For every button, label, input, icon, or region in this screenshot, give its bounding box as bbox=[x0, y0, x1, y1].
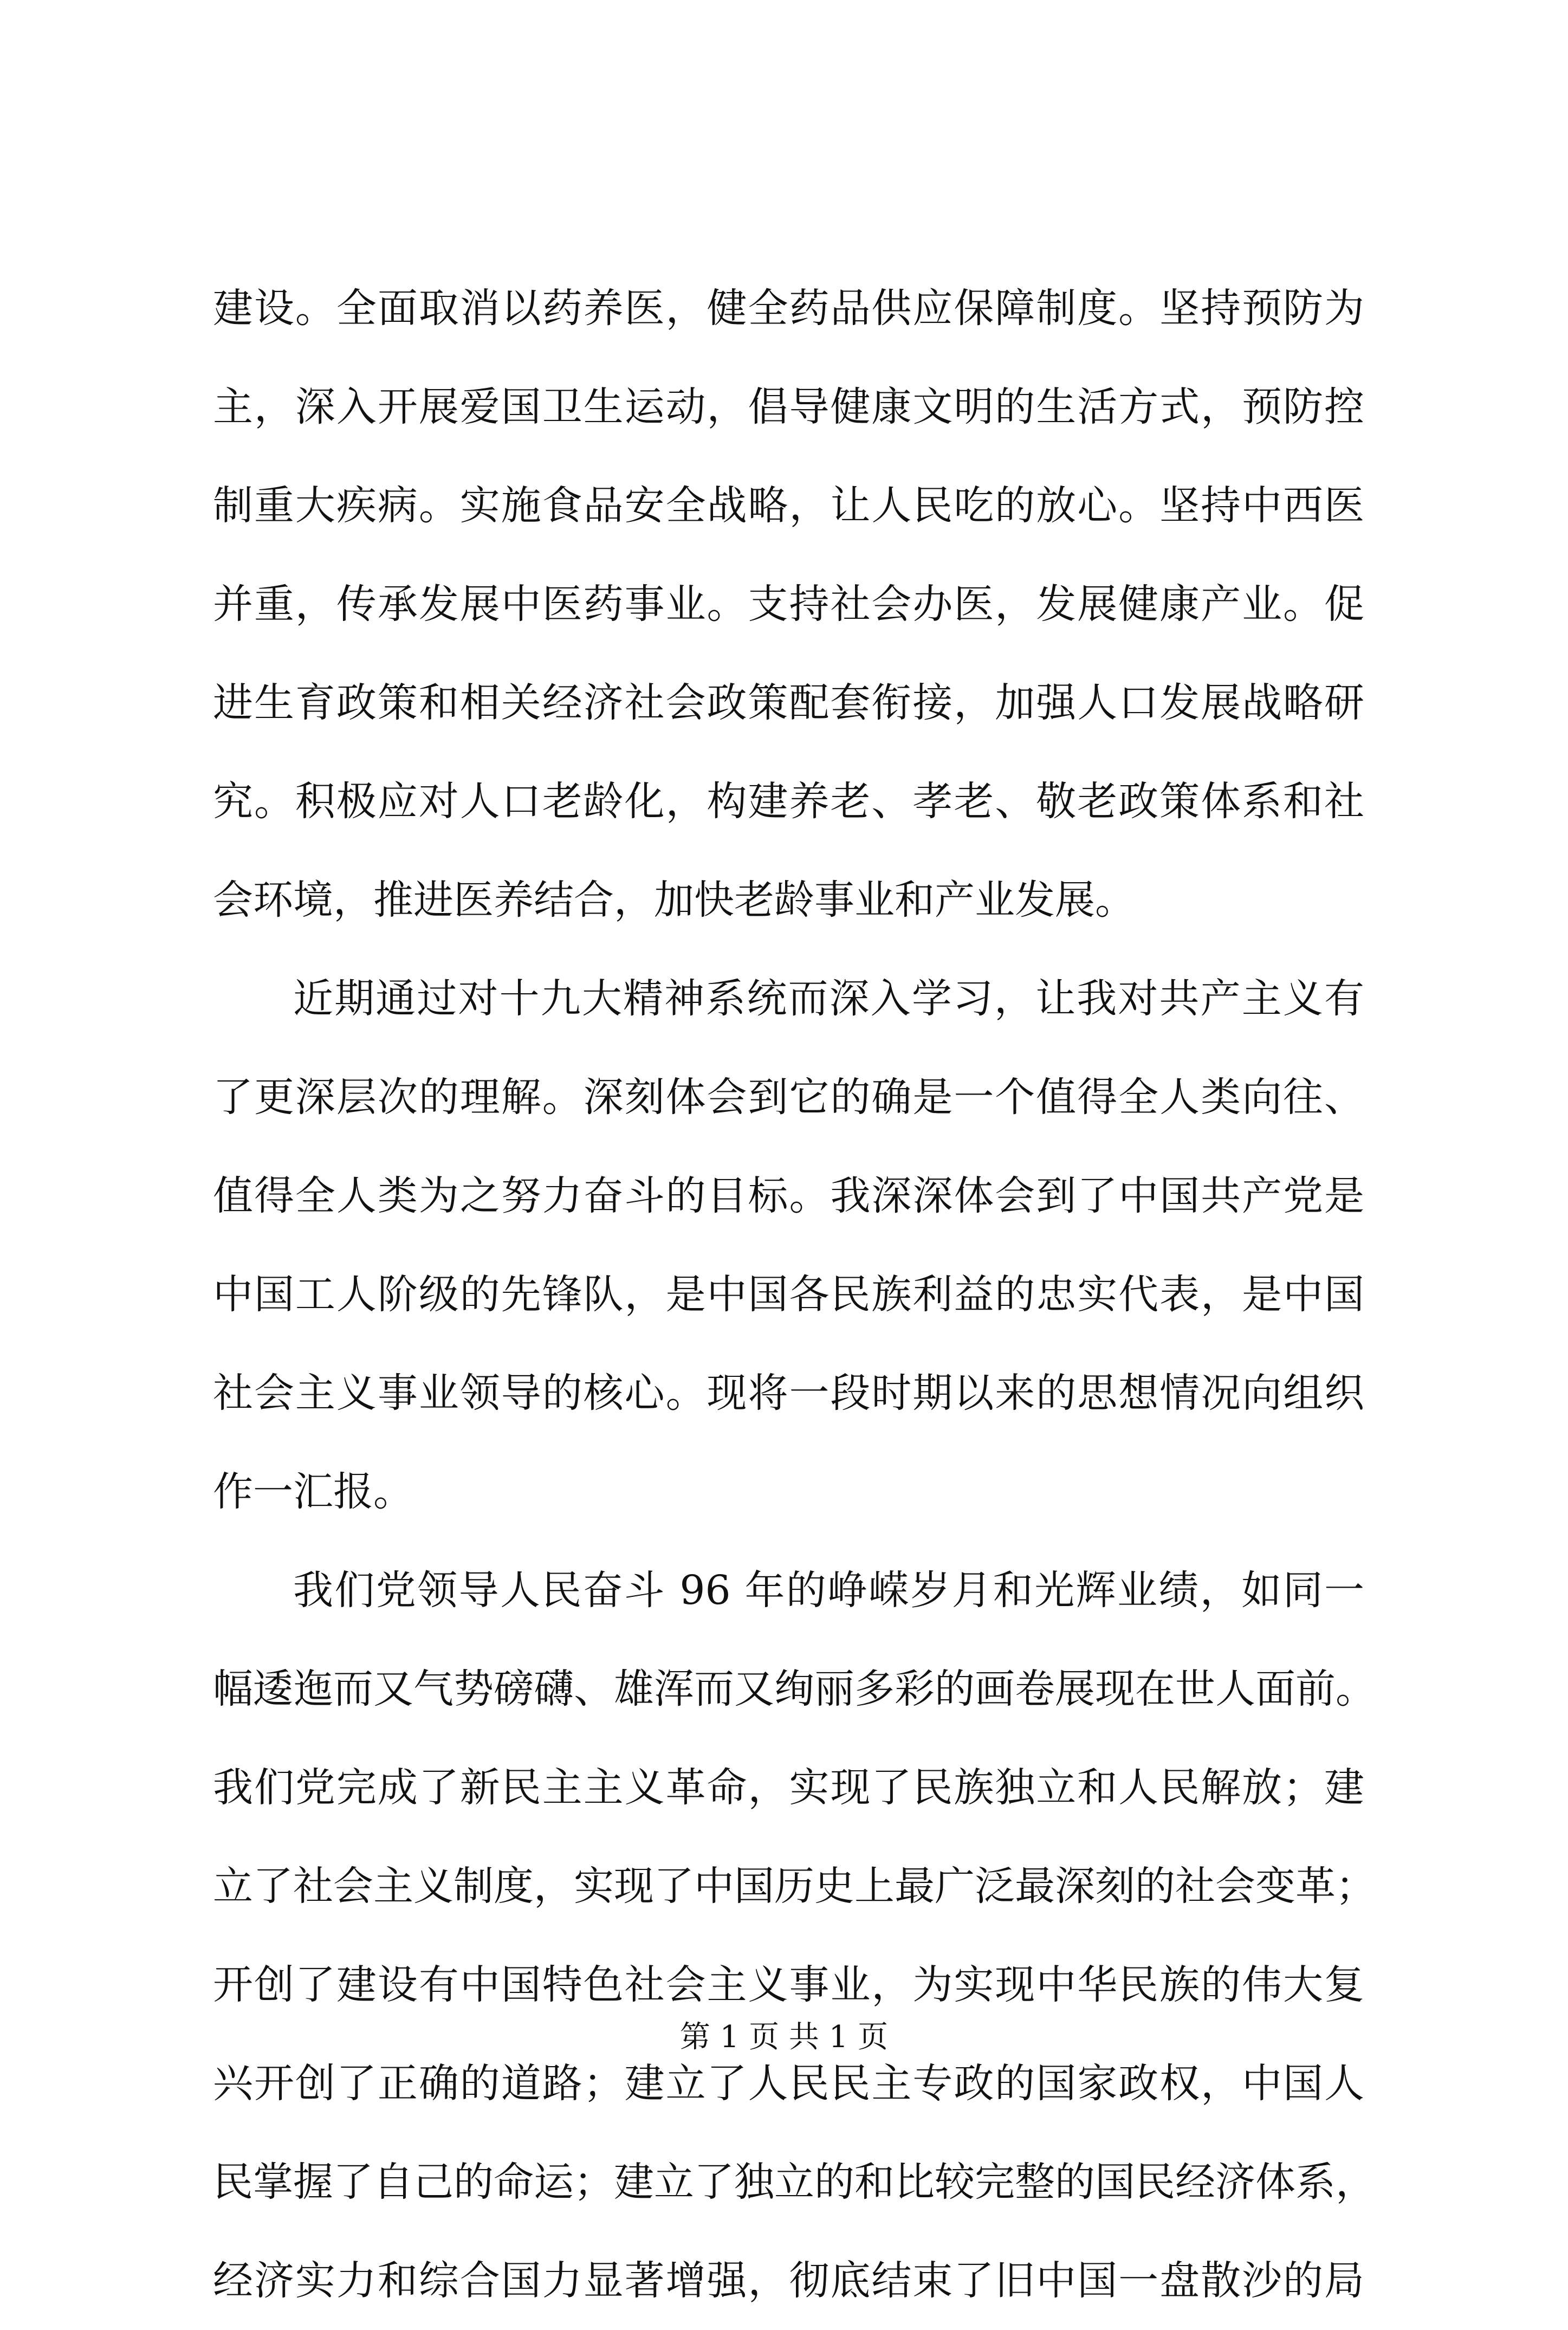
text-line: 了更深层次的理解。深刻体会到它的确是一个值得全人类向往、 bbox=[213, 1074, 1364, 1121]
paragraph-2 bbox=[213, 949, 1364, 1541]
text-line: 近期通过对十九大精神系统而深入学习，让我对共产主义有 bbox=[293, 975, 1364, 1022]
text-line: 经济实力和综合国力显著增强，彻底结束了旧中国一盘散沙的局 bbox=[213, 2257, 1364, 2304]
text-line: 兴开创了正确的道路；建立了人民民主专政的国家政权，中国人 bbox=[213, 2060, 1364, 2107]
text-line: 制重大疾病。实施食品安全战略，让人民吃的放心。坚持中西医 bbox=[213, 482, 1364, 529]
text-line: 我们党完成了新民主主义革命，实现了民族独立和人民解放；建 bbox=[213, 1764, 1364, 1811]
text-line: 中国工人阶级的先锋队，是中国各民族利益的忠实代表，是中国 bbox=[213, 1271, 1364, 1318]
text-line: 幅逶迤而又气势磅礴、雄浑而又绚丽多彩的画卷展现在世人面前。 bbox=[213, 1666, 1376, 1712]
text-line: 主，深入开展爱国卫生运动，倡导健康文明的生活方式，预防控 bbox=[213, 384, 1364, 430]
text-line: 作一汇报。 bbox=[213, 1468, 413, 1515]
text-line: 我们党领导人民奋斗 96 年的峥嵘岁月和光辉业绩，如同一 bbox=[293, 1567, 1364, 1614]
text-line: 社会主义事业领导的核心。现将一段时期以来的思想情况向组织 bbox=[213, 1370, 1364, 1416]
page-number-footer: 第 1 页 共 1 页 bbox=[679, 2020, 889, 2055]
text-line: 会环境，推进医养结合，加快老龄事业和产业发展。 bbox=[213, 877, 1135, 923]
text-line: 值得全人类为之努力奋斗的目标。我深深体会到了中国共产党是 bbox=[213, 1173, 1364, 1219]
text-line: 究。积极应对人口老龄化，构建养老、孝老、敬老政策体系和社 bbox=[213, 778, 1364, 825]
text-line: 并重，传承发展中医药事业。支持社会办医，发展健康产业。促 bbox=[213, 581, 1364, 627]
text-line: 建设。全面取消以药养医，健全药品供应保障制度。坚持预防为 bbox=[213, 285, 1364, 332]
text-line: 立了社会主义制度，实现了中国历史上最广泛最深刻的社会变革； bbox=[213, 1863, 1376, 1910]
text-line: 民掌握了自己的命运；建立了独立的和比较完整的国民经济体系， bbox=[213, 2159, 1376, 2205]
text-line: 开创了建设有中国特色社会主义事业，为实现中华民族的伟大复 bbox=[213, 1962, 1364, 2008]
paragraph-1 bbox=[213, 259, 1364, 949]
text-line: 进生育政策和相关经济社会政策配套衔接，加强人口发展战略研 bbox=[213, 679, 1364, 726]
paragraph-3 bbox=[213, 1541, 1376, 2330]
